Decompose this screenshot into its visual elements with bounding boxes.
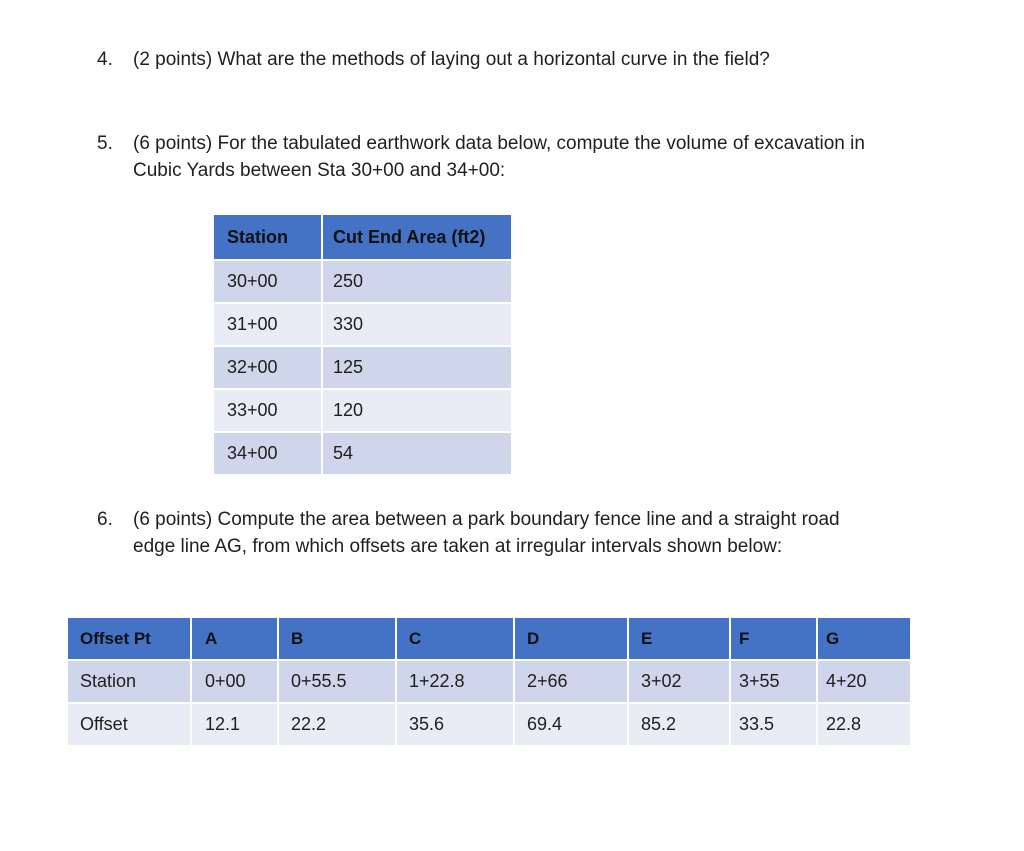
station-cell: 1+22.8 xyxy=(396,660,514,703)
station-cell: 4+20 xyxy=(817,660,911,703)
header-point-b: B xyxy=(278,617,396,660)
question-5-number: 5. xyxy=(97,133,113,154)
row-label-offset: Offset xyxy=(67,703,191,746)
offset-cell: 22.8 xyxy=(817,703,911,746)
question-6-line-2: edge line AG, from which offsets are taken at irregular intervals shown below: xyxy=(133,536,783,557)
question-4-number: 4. xyxy=(97,49,113,70)
station-cell: 3+55 xyxy=(730,660,817,703)
question-6-line-1: (6 points) Compute the area between a park boundary fence line and a straight road xyxy=(133,509,840,530)
table-row xyxy=(213,346,512,389)
area-cell: 54 xyxy=(322,432,512,475)
question-5 xyxy=(97,130,977,190)
question-6-number: 6. xyxy=(97,509,113,530)
area-cell: 250 xyxy=(322,260,512,303)
question-6 xyxy=(97,506,957,566)
question-6-body xyxy=(133,506,840,560)
offsets-table xyxy=(66,616,912,747)
header-point-f: F xyxy=(730,617,817,660)
station-cell: 34+00 xyxy=(213,432,322,475)
station-cell: 32+00 xyxy=(213,346,322,389)
offset-cell: 33.5 xyxy=(730,703,817,746)
station-row xyxy=(67,660,911,703)
header-point-a: A xyxy=(191,617,278,660)
question-5-line-1: (6 points) For the tabulated earthwork data below, compute the volume of excavation in xyxy=(133,133,865,154)
area-cell: 120 xyxy=(322,389,512,432)
offset-row xyxy=(67,703,911,746)
header-offset-pt: Offset Pt xyxy=(67,617,191,660)
station-cell: 2+66 xyxy=(514,660,628,703)
offset-cell: 69.4 xyxy=(514,703,628,746)
header-point-g: G xyxy=(817,617,911,660)
table-row xyxy=(213,260,512,303)
table-row xyxy=(213,303,512,346)
offsets-table-header xyxy=(67,617,911,660)
header-point-d: D xyxy=(514,617,628,660)
station-cell: 33+00 xyxy=(213,389,322,432)
station-cell: 3+02 xyxy=(628,660,730,703)
header-cut-end-area: Cut End Area (ft2) xyxy=(322,214,512,260)
area-cell: 330 xyxy=(322,303,512,346)
earthwork-table xyxy=(212,213,513,476)
row-label-station: Station xyxy=(67,660,191,703)
earthwork-table-header xyxy=(213,214,512,260)
offset-cell: 35.6 xyxy=(396,703,514,746)
header-point-c: C xyxy=(396,617,514,660)
station-cell: 0+00 xyxy=(191,660,278,703)
station-cell: 30+00 xyxy=(213,260,322,303)
table-row xyxy=(213,389,512,432)
station-cell: 31+00 xyxy=(213,303,322,346)
offset-cell: 22.2 xyxy=(278,703,396,746)
station-cell: 0+55.5 xyxy=(278,660,396,703)
area-cell: 125 xyxy=(322,346,512,389)
header-station: Station xyxy=(213,214,322,260)
question-5-line-2: Cubic Yards between Sta 30+00 and 34+00: xyxy=(133,160,506,181)
question-4-text: (2 points) What are the methods of laying out a horizontal curve in the field? xyxy=(133,49,770,70)
offset-cell: 12.1 xyxy=(191,703,278,746)
question-5-body xyxy=(133,130,865,184)
offset-cell: 85.2 xyxy=(628,703,730,746)
question-4 xyxy=(97,46,917,76)
header-point-e: E xyxy=(628,617,730,660)
table-row xyxy=(213,432,512,475)
